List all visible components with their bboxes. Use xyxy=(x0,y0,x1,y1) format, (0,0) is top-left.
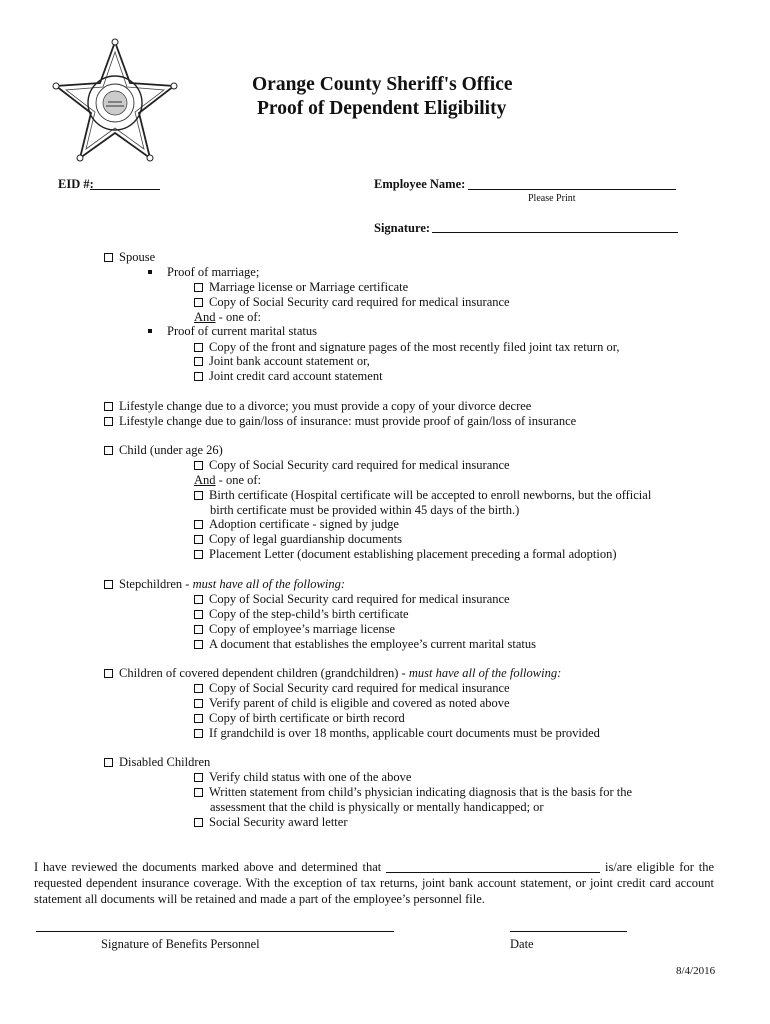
spouse-item-5[interactable]: Joint credit card account statement xyxy=(194,369,383,384)
checkbox-icon[interactable] xyxy=(194,372,203,381)
child-item-2[interactable]: Birth certificate (Hospital certificate will be accepted to enroll newborns, but the official xyxy=(194,488,651,503)
grand-item-1[interactable]: Copy of Social Security card required for medical insurance xyxy=(194,681,510,696)
grandchildren-option[interactable]: Children of covered dependent children (grandchildren) - must have all of the following: xyxy=(104,666,561,681)
child-item-3[interactable]: Adoption certificate - signed by judge xyxy=(194,517,399,532)
child-item-1[interactable]: Copy of Social Security card required for medical insurance xyxy=(194,458,510,473)
grand-item-4[interactable]: If grandchild is over 18 months, applicable court documents must be provided xyxy=(194,726,600,741)
stepchildren-option[interactable]: Stepchildren - must have all of the following: xyxy=(104,577,345,592)
checkbox-icon[interactable] xyxy=(194,684,203,693)
document-date: 8/4/2016 xyxy=(676,965,716,977)
spouse-item-3[interactable]: Copy of the front and signature pages of the most recently filed joint tax return or, xyxy=(194,340,620,355)
step-item-1[interactable]: Copy of Social Security card required for medical insurance xyxy=(194,592,510,607)
spouse-item-2[interactable]: Copy of Social Security card required for medical insurance xyxy=(194,295,510,310)
step-item-3[interactable]: Copy of employee’s marriage license xyxy=(194,622,395,637)
spouse-and-one-of: And - one of: xyxy=(194,310,262,324)
eligible-dependent-field[interactable] xyxy=(386,861,600,873)
bullet-icon xyxy=(148,270,152,274)
child-and-one-of: And - one of: xyxy=(194,473,262,487)
checkbox-icon[interactable] xyxy=(194,773,203,782)
checkbox-icon[interactable] xyxy=(194,298,203,307)
checkbox-icon[interactable] xyxy=(194,357,203,366)
checkbox-icon[interactable] xyxy=(104,446,113,455)
step-item-4[interactable]: A document that establishes the employee’s current marital status xyxy=(194,637,536,652)
title-line-2: Proof of Dependent Eligibility xyxy=(257,98,507,119)
checkbox-icon[interactable] xyxy=(194,640,203,649)
review-statement: I have reviewed the documents marked above and determined that is/are eligible for the requested dependent insurance coverage. With the exception of tax returns, joint bank account statement, or joint credit card account statement all documents will be retained and made a part of the employee’s personnel file. xyxy=(34,860,714,906)
step-item-2[interactable]: Copy of the step-child’s birth certificate xyxy=(194,607,409,622)
bullet-icon xyxy=(148,329,152,333)
checkbox-icon[interactable] xyxy=(194,714,203,723)
checkbox-icon[interactable] xyxy=(194,520,203,529)
checkbox-icon[interactable] xyxy=(194,610,203,619)
benefits-signature-field[interactable] xyxy=(36,931,394,932)
signature-field[interactable] xyxy=(432,232,678,233)
checkbox-icon[interactable] xyxy=(194,550,203,559)
checkbox-icon[interactable] xyxy=(194,729,203,738)
spouse-item-4[interactable]: Joint bank account statement or, xyxy=(194,354,370,369)
checkbox-icon[interactable] xyxy=(104,253,113,262)
child-item-2-cont: birth certificate must be provided within 45 days of the birth.) xyxy=(210,503,520,517)
checkbox-icon[interactable] xyxy=(194,699,203,708)
eid-field[interactable] xyxy=(90,189,160,190)
employee-name-label: Employee Name: xyxy=(374,177,466,191)
checkbox-icon[interactable] xyxy=(194,595,203,604)
checkbox-icon[interactable] xyxy=(194,788,203,797)
sheriff-star-seal xyxy=(50,38,180,168)
checkbox-icon[interactable] xyxy=(194,461,203,470)
checkbox-icon[interactable] xyxy=(104,580,113,589)
date-field[interactable] xyxy=(510,931,627,932)
checkbox-icon[interactable] xyxy=(194,343,203,352)
benefits-signature-label: Signature of Benefits Personnel xyxy=(101,937,260,951)
employee-name-field[interactable] xyxy=(468,189,676,190)
disabled-item-3[interactable]: Social Security award letter xyxy=(194,815,348,830)
checkbox-icon[interactable] xyxy=(194,283,203,292)
title-line-1: Orange County Sheriff's Office xyxy=(252,74,513,95)
disabled-item-2-cont: assessment that the child is physically or mentally handicapped; or xyxy=(210,800,544,814)
lifestyle-insurance-option[interactable]: Lifestyle change due to gain/loss of insurance: must provide proof of gain/loss of insurance xyxy=(104,414,576,429)
date-label: Date xyxy=(510,937,534,951)
disabled-item-2[interactable]: Written statement from child’s physician indicating diagnosis that is the basis for the xyxy=(194,785,632,800)
checkbox-icon[interactable] xyxy=(194,625,203,634)
spouse-item-1[interactable]: Marriage license or Marriage certificate xyxy=(194,280,408,295)
grand-item-2[interactable]: Verify parent of child is eligible and covered as noted above xyxy=(194,696,510,711)
checkbox-icon[interactable] xyxy=(104,402,113,411)
grand-item-3[interactable]: Copy of birth certificate or birth record xyxy=(194,711,405,726)
checkbox-icon[interactable] xyxy=(104,669,113,678)
spouse-bullet-2: Proof of current marital status xyxy=(148,324,317,339)
eid-label: EID #: xyxy=(58,177,94,191)
checkbox-icon[interactable] xyxy=(194,818,203,827)
spouse-bullet-1: Proof of marriage; xyxy=(148,265,259,280)
checkbox-icon[interactable] xyxy=(194,535,203,544)
child-option[interactable]: Child (under age 26) xyxy=(104,443,223,458)
spouse-option[interactable]: Spouse xyxy=(104,250,155,265)
checkbox-icon[interactable] xyxy=(194,491,203,500)
child-item-5[interactable]: Placement Letter (document establishing placement preceding a formal adoption) xyxy=(194,547,617,562)
disabled-item-1[interactable]: Verify child status with one of the above xyxy=(194,770,411,785)
please-print-note: Please Print xyxy=(528,193,576,204)
child-item-4[interactable]: Copy of legal guardianship documents xyxy=(194,532,402,547)
checkbox-icon[interactable] xyxy=(104,417,113,426)
disabled-children-option[interactable]: Disabled Children xyxy=(104,755,210,770)
checkbox-icon[interactable] xyxy=(104,758,113,767)
lifestyle-divorce-option[interactable]: Lifestyle change due to a divorce; you must provide a copy of your divorce decree xyxy=(104,399,531,414)
signature-label: Signature: xyxy=(374,221,431,235)
